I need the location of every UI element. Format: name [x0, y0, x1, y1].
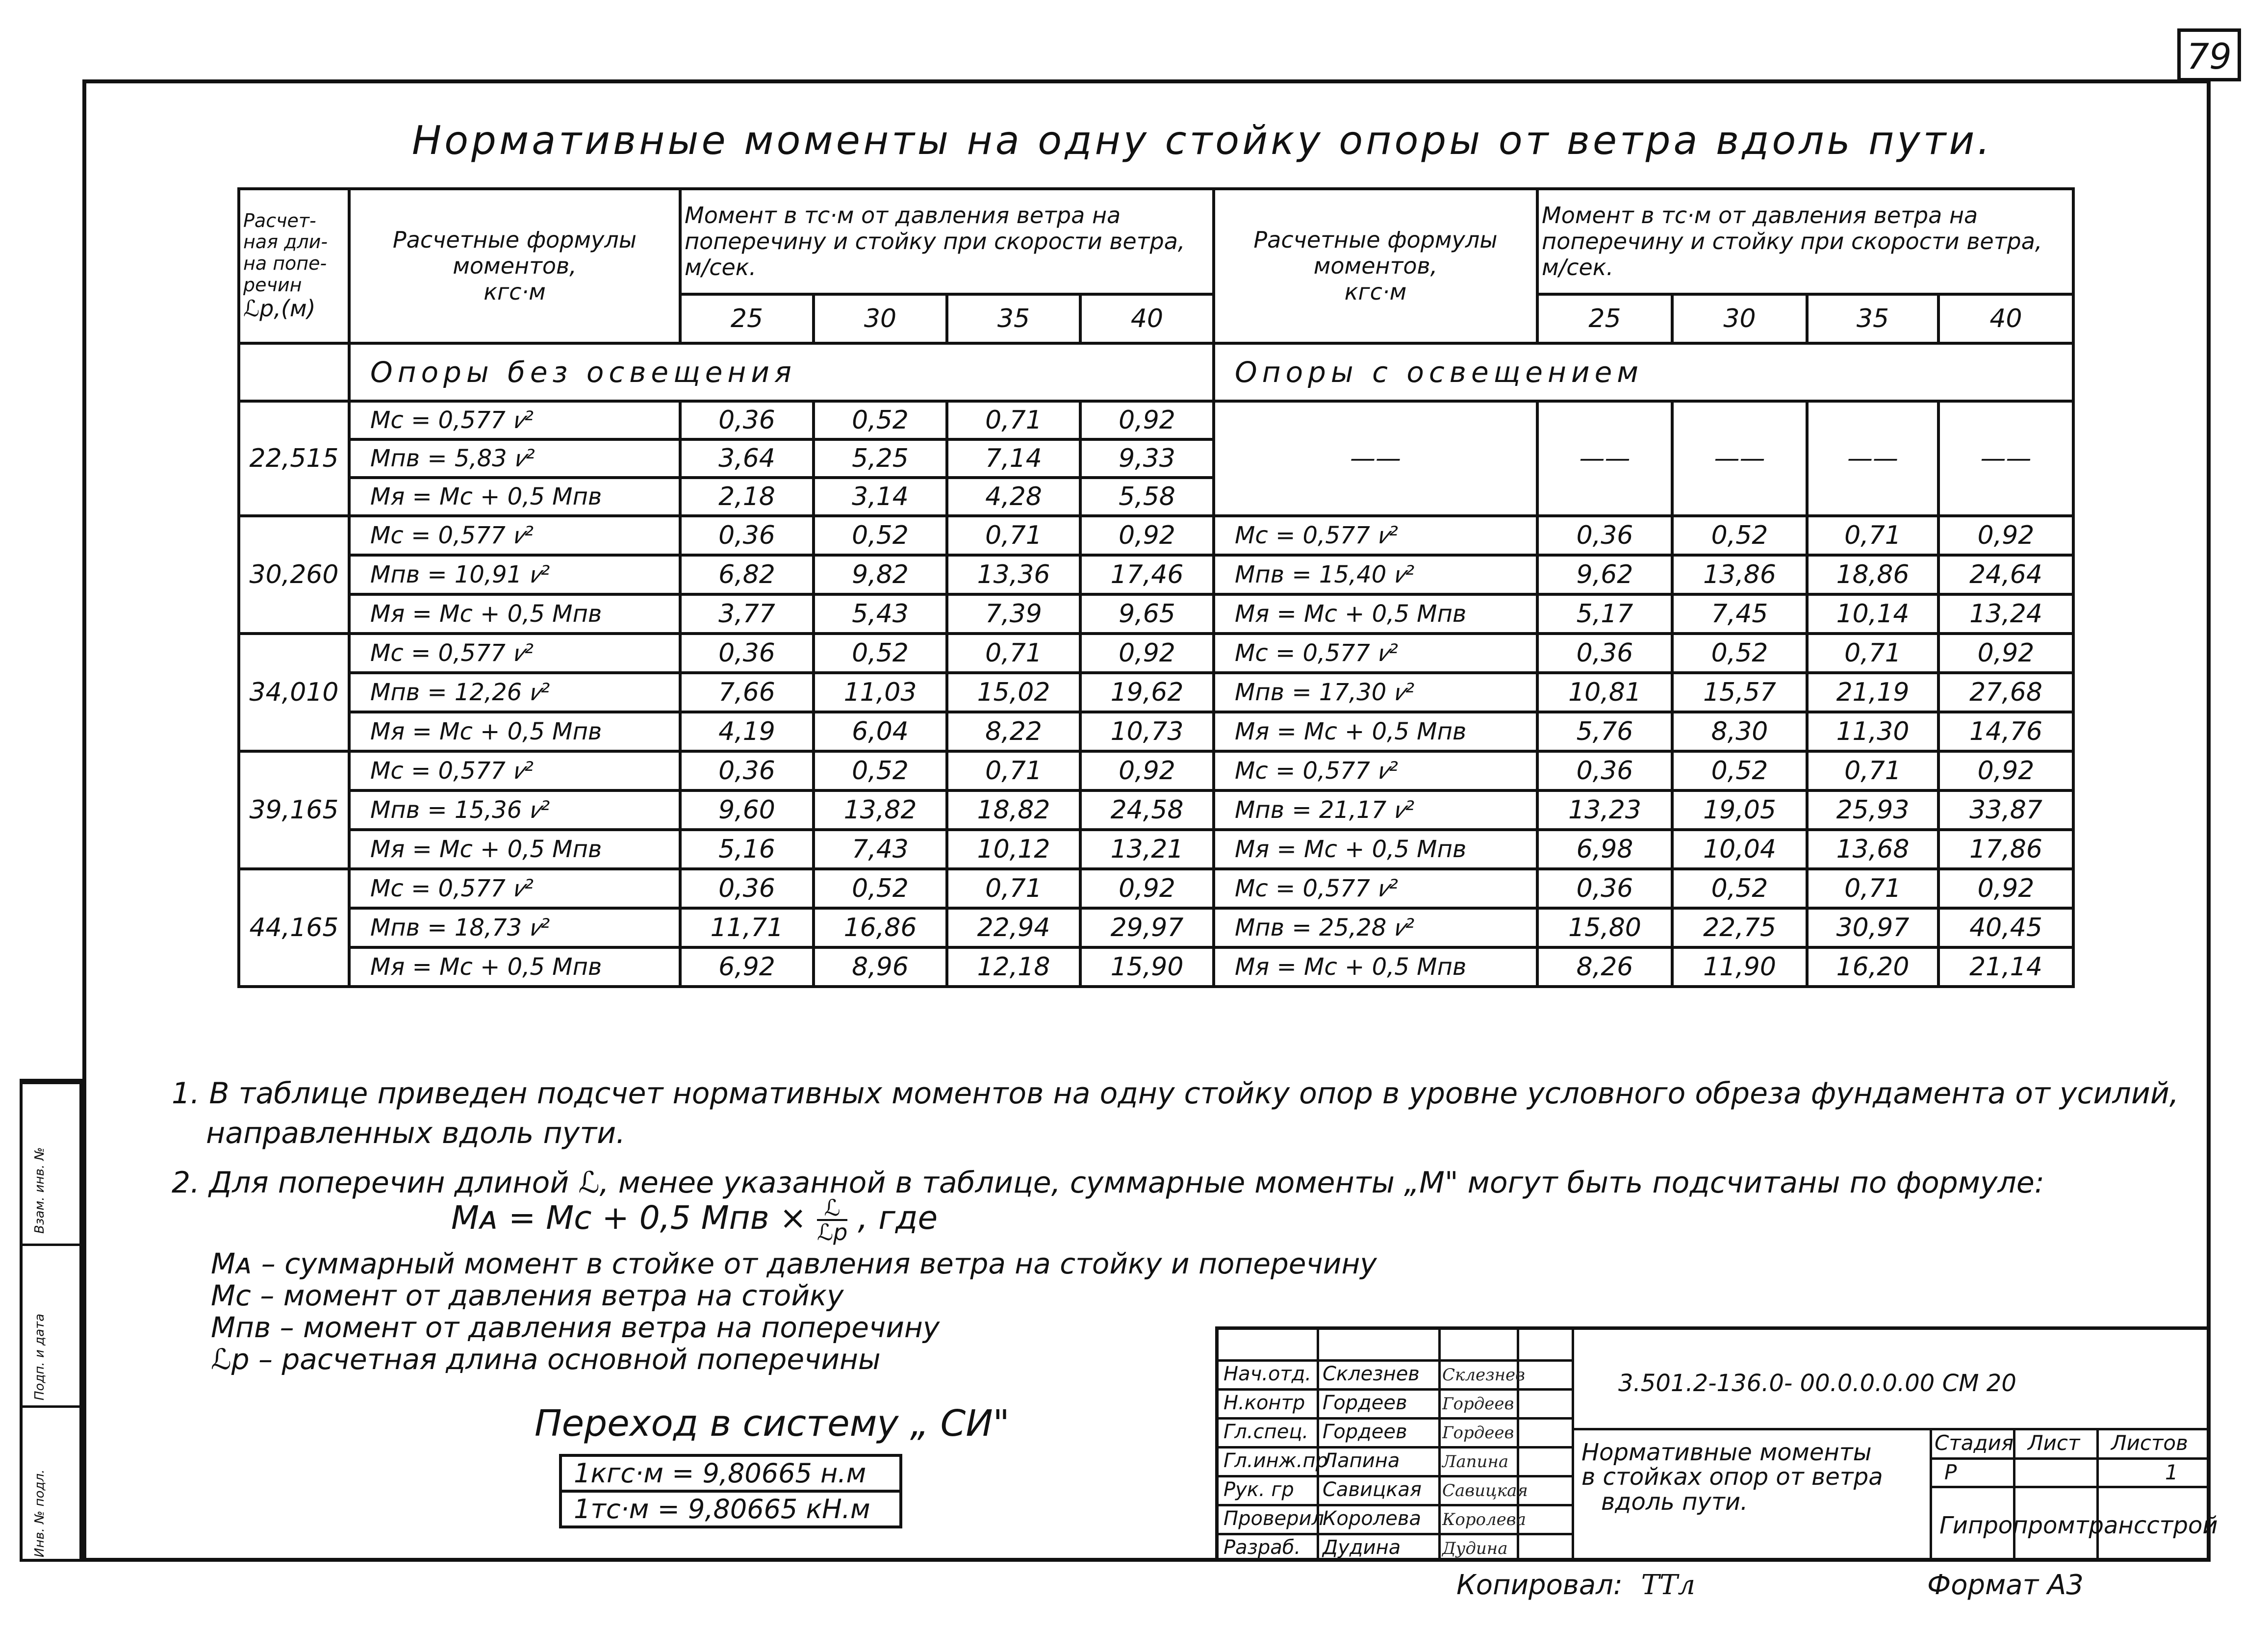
- organization: Гипропромтрансстрой: [1939, 1512, 2218, 1539]
- stamp-role: Разраб.: [1223, 1536, 1301, 1559]
- value-cell: 3,64: [680, 439, 814, 478]
- formula-cell: Мс = 0,577 𝑣²: [349, 401, 680, 439]
- value-cell: 22,75: [1672, 908, 1807, 947]
- speed-header: 40: [1080, 294, 1214, 343]
- value-cell: 0,92: [1938, 516, 2073, 555]
- formula-cell: Мпв = 12,26 𝑣²: [349, 673, 680, 712]
- value-cell: 0,71: [1807, 516, 1938, 555]
- speed-header: 30: [814, 294, 947, 343]
- description-line: Нормативные моменты: [1581, 1439, 1872, 1466]
- formula-den: ℒр: [816, 1219, 848, 1246]
- formula-cell: Мс = 0,577 𝑣²: [1214, 751, 1537, 790]
- formula-fraction: [817, 1196, 847, 1244]
- formula-cell: Мпв = 18,73 𝑣²: [349, 908, 680, 947]
- copied-label: Копировал:: [1456, 1569, 1623, 1601]
- header-units-label: кгс·м: [484, 278, 546, 305]
- value-cell: 11,03: [814, 673, 947, 712]
- side-strip-label: Взам. инв. №: [32, 1147, 47, 1234]
- stage-header: Стадия: [1935, 1431, 2014, 1455]
- value-cell: 0,92: [1938, 869, 2073, 908]
- value-cell: 0,52: [1672, 516, 1807, 555]
- stamp-signature: Дудина: [1442, 1539, 1508, 1558]
- value-cell: 0,71: [947, 751, 1080, 790]
- section-no-lighting: Опоры без освещения: [349, 343, 1214, 401]
- value-cell: 12,18: [947, 947, 1080, 987]
- value-cell: 19,62: [1080, 673, 1214, 712]
- formula-cell: Мпв = 15,36 𝑣²: [349, 790, 680, 830]
- value-cell: 25,93: [1807, 790, 1938, 830]
- value-cell: 0,36: [680, 516, 814, 555]
- side-strip-label: Инв. № подл.: [32, 1469, 47, 1557]
- side-strip-label: Подп. и дата: [32, 1313, 47, 1400]
- formula-cell-empty: ——: [1214, 401, 1537, 516]
- header-length: [239, 189, 349, 343]
- note-1-cont: направленных вдоль пути.: [206, 1116, 626, 1150]
- value-cell: 0,52: [1672, 869, 1807, 908]
- formula-cell: Мс = 0,577 𝑣²: [349, 516, 680, 555]
- notes: [172, 1074, 2179, 1203]
- value-cell-empty: ——: [1807, 401, 1938, 516]
- value-cell: 17,86: [1938, 830, 2073, 869]
- value-cell: 7,14: [947, 439, 1080, 478]
- value-cell: 6,92: [680, 947, 814, 987]
- value-cell: 6,82: [680, 555, 814, 594]
- stamp-signature: Гордеев: [1442, 1394, 1514, 1414]
- value-cell: 7,66: [680, 673, 814, 712]
- header-units-label: кгс·м: [1344, 278, 1407, 305]
- legend: [211, 1248, 1377, 1375]
- value-cell: 10,12: [947, 830, 1080, 869]
- header-length-symbol: ℒр,(м): [243, 295, 316, 322]
- value-cell: 0,36: [680, 401, 814, 439]
- value-cell: 22,94: [947, 908, 1080, 947]
- value-cell: 5,17: [1537, 594, 1672, 634]
- value-cell: 0,92: [1938, 634, 2073, 673]
- value-cell: 24,58: [1080, 790, 1214, 830]
- value-cell: 18,82: [947, 790, 1080, 830]
- stamp-name: Гордеев: [1323, 1392, 1407, 1414]
- copied-signature: ТТл: [1641, 1569, 1695, 1601]
- value-cell: 9,33: [1080, 439, 1214, 478]
- value-cell: 0,71: [1807, 869, 1938, 908]
- value-cell: 5,58: [1080, 478, 1214, 516]
- header-formulas-left: [349, 189, 680, 343]
- speed-header: 25: [1537, 294, 1672, 343]
- value-cell: 13,24: [1938, 594, 2073, 634]
- description-line: в стойках опор от ветра: [1581, 1463, 1883, 1491]
- value-cell: 13,21: [1080, 830, 1214, 869]
- formula-cell: Мя = Мс + 0,5 Мпв: [1214, 830, 1537, 869]
- value-cell: 0,52: [814, 401, 947, 439]
- stamp-role: Гл.инж.пр: [1223, 1449, 1328, 1472]
- value-cell: 0,71: [1807, 634, 1938, 673]
- page-title: Нормативные моменты на одну стойку опоры от ветра вдоль пути.: [412, 118, 1993, 163]
- formula-cell: Мс = 0,577 𝑣²: [349, 634, 680, 673]
- value-cell: 7,43: [814, 830, 947, 869]
- value-cell: 10,14: [1807, 594, 1938, 634]
- value-cell: 3,14: [814, 478, 947, 516]
- stamp-name: Лапина: [1323, 1449, 1400, 1472]
- header-formulas-right: [1214, 189, 1537, 343]
- value-cell: 0,92: [1080, 401, 1214, 439]
- value-cell: 9,62: [1537, 555, 1672, 594]
- formula-cell: Мя = Мс + 0,5 Мпв: [349, 947, 680, 987]
- value-cell: 5,43: [814, 594, 947, 634]
- value-cell: 0,36: [680, 634, 814, 673]
- value-cell: 0,52: [814, 869, 947, 908]
- legend-item: ℒр – расчетная длина основной поперечины: [211, 1342, 881, 1376]
- value-cell: 0,36: [680, 869, 814, 908]
- stamp-role: Н.контр: [1223, 1392, 1305, 1414]
- value-cell: 0,36: [1537, 516, 1672, 555]
- value-cell: 10,81: [1537, 673, 1672, 712]
- si-table: [559, 1454, 902, 1528]
- formula-cell: Мс = 0,577 𝑣²: [349, 869, 680, 908]
- formula-tail: , где: [858, 1199, 938, 1237]
- header-formulas-label: Расчетные формулы моментов,: [392, 227, 637, 280]
- formula-lhs: Мᴀ = Мс + 0,5 Мпв ×: [451, 1199, 807, 1237]
- formula-cell: Мс = 0,577 𝑣²: [349, 751, 680, 790]
- stamp-signature: Савицкая: [1442, 1481, 1528, 1500]
- value-cell: 11,30: [1807, 712, 1938, 751]
- formula-cell: Мс = 0,577 𝑣²: [1214, 869, 1537, 908]
- value-cell: 7,45: [1672, 594, 1807, 634]
- value-cell: 11,71: [680, 908, 814, 947]
- value-cell: 13,23: [1537, 790, 1672, 830]
- formula-cell: Мпв = 5,83 𝑣²: [349, 439, 680, 478]
- formula-cell: Мпв = 21,17 𝑣²: [1214, 790, 1537, 830]
- value-cell: 9,65: [1080, 594, 1214, 634]
- value-cell: 0,52: [814, 516, 947, 555]
- value-cell-empty: ——: [1938, 401, 2073, 516]
- length-cell: 34,010: [239, 634, 349, 751]
- value-cell: 0,52: [814, 634, 947, 673]
- value-cell: 15,90: [1080, 947, 1214, 987]
- formula-cell: Мс = 0,577 𝑣²: [1214, 634, 1537, 673]
- formula-cell: Мпв = 10,91 𝑣²: [349, 555, 680, 594]
- legend-item: Мс – момент от давления ветра на стойку: [211, 1278, 844, 1312]
- value-cell: 13,82: [814, 790, 947, 830]
- value-cell: 0,71: [947, 401, 1080, 439]
- value-cell: 0,52: [1672, 634, 1807, 673]
- formula-cell: Мя = Мс + 0,5 Мпв: [349, 712, 680, 751]
- value-cell: 30,97: [1807, 908, 1938, 947]
- header-moment-right: Момент в тс·м от давления ветра на поперечину и стойку при скорости ветра, м/сек.: [1537, 189, 2073, 294]
- stamp-name: Гордеев: [1323, 1421, 1407, 1443]
- speed-header: 25: [680, 294, 814, 343]
- stage-value: Р: [1944, 1460, 1957, 1484]
- sheet-header: Лист: [2028, 1431, 2080, 1455]
- length-cell: 44,165: [239, 869, 349, 987]
- formula-cell: Мпв = 25,28 𝑣²: [1214, 908, 1537, 947]
- value-cell: 24,64: [1938, 555, 2073, 594]
- value-cell: 0,71: [947, 634, 1080, 673]
- stamp-name: Склезнев: [1323, 1363, 1420, 1385]
- title-block: [1215, 1326, 2218, 1562]
- value-cell: 33,87: [1938, 790, 2073, 830]
- length-cell: 39,165: [239, 751, 349, 869]
- value-cell-empty: ——: [1537, 401, 1672, 516]
- stamp-role: Рук. гр: [1223, 1478, 1294, 1501]
- note-1: 1. В таблице приведен подсчет нормативных моментов на одну стойку опор в уровне условного обреза фундамента от усилий,: [172, 1076, 2179, 1111]
- stamp-name: Дудина: [1323, 1536, 1401, 1559]
- value-cell: 15,57: [1672, 673, 1807, 712]
- speed-header: 35: [1807, 294, 1938, 343]
- value-cell-empty: ——: [1672, 401, 1807, 516]
- header-moment-left: Момент в тс·м от давления ветра на поперечину и стойку при скорости ветра, м/сек.: [680, 189, 1214, 294]
- stamp-signature: Лапина: [1442, 1452, 1509, 1472]
- value-cell: 3,77: [680, 594, 814, 634]
- value-cell: 21,14: [1938, 947, 2073, 987]
- formula-cell: Мя = Мс + 0,5 Мпв: [349, 594, 680, 634]
- value-cell: 9,82: [814, 555, 947, 594]
- value-cell: 13,86: [1672, 555, 1807, 594]
- value-cell: 10,73: [1080, 712, 1214, 751]
- value-cell: 6,04: [814, 712, 947, 751]
- value-cell: 0,52: [814, 751, 947, 790]
- formula-cell: Мс = 0,577 𝑣²: [1214, 516, 1537, 555]
- sheets-header: Листов: [2111, 1431, 2188, 1455]
- value-cell: 16,20: [1807, 947, 1938, 987]
- speed-header: 30: [1672, 294, 1807, 343]
- formula-num: ℒ: [817, 1196, 847, 1221]
- header-length-label: Расчет-ная дли-на попе-речин: [243, 209, 328, 296]
- description-line: вдоль пути.: [1601, 1488, 1748, 1516]
- value-cell: 0,36: [1537, 869, 1672, 908]
- format-label: Формат А3: [1927, 1569, 2084, 1601]
- stamp-signature: Гордеев: [1442, 1423, 1514, 1443]
- value-cell: 5,76: [1537, 712, 1672, 751]
- value-cell: 0,92: [1080, 751, 1214, 790]
- moments-table: [237, 187, 2075, 988]
- value-cell: 5,25: [814, 439, 947, 478]
- value-cell: 10,04: [1672, 830, 1807, 869]
- value-cell: 0,92: [1938, 751, 2073, 790]
- value-cell: 21,19: [1807, 673, 1938, 712]
- value-cell: 19,05: [1672, 790, 1807, 830]
- value-cell: 17,46: [1080, 555, 1214, 594]
- stamp-role: Гл.спец.: [1223, 1421, 1309, 1443]
- page-number: 79: [2177, 28, 2241, 81]
- value-cell: 29,97: [1080, 908, 1214, 947]
- section-spacer: [239, 343, 349, 401]
- value-cell: 13,36: [947, 555, 1080, 594]
- note-2: 2. Для поперечин длиной ℒ, менее указанной в таблице, суммарные моменты „М" могут быть подсчитаны по формуле:: [172, 1166, 2044, 1200]
- value-cell: 7,39: [947, 594, 1080, 634]
- value-cell: 8,22: [947, 712, 1080, 751]
- value-cell: 4,19: [680, 712, 814, 751]
- value-cell: 0,92: [1080, 516, 1214, 555]
- value-cell: 16,86: [814, 908, 947, 947]
- header-formulas-label: Расчетные формулы моментов,: [1253, 227, 1498, 280]
- formula-cell: Мпв = 17,30 𝑣²: [1214, 673, 1537, 712]
- formula-cell: Мя = Мс + 0,5 Мпв: [349, 478, 680, 516]
- value-cell: 4,28: [947, 478, 1080, 516]
- value-cell: 0,71: [1807, 751, 1938, 790]
- value-cell: 8,26: [1537, 947, 1672, 987]
- formula-cell: Мя = Мс + 0,5 Мпв: [349, 830, 680, 869]
- value-cell: 15,80: [1537, 908, 1672, 947]
- value-cell: 18,86: [1807, 555, 1938, 594]
- stamp-name: Королева: [1323, 1507, 1421, 1530]
- si-title: Переход в систему „ СИ": [535, 1402, 1010, 1445]
- value-cell: 5,16: [680, 830, 814, 869]
- section-with-lighting: Опоры с освещением: [1214, 343, 2073, 401]
- stamp-signature: Склезнев: [1442, 1365, 1525, 1385]
- stamp-signature: Королева: [1442, 1510, 1526, 1529]
- length-cell: 30,260: [239, 516, 349, 634]
- length-cell: 22,515: [239, 401, 349, 516]
- value-cell: 6,98: [1537, 830, 1672, 869]
- sheets-value: 1: [2165, 1460, 2178, 1484]
- copied-by: [1456, 1569, 1695, 1601]
- value-cell: 0,92: [1080, 869, 1214, 908]
- formula-cell: Мя = Мс + 0,5 Мпв: [1214, 947, 1537, 987]
- value-cell: 2,18: [680, 478, 814, 516]
- value-cell: 8,96: [814, 947, 947, 987]
- value-cell: 14,76: [1938, 712, 2073, 751]
- value-cell: 27,68: [1938, 673, 2073, 712]
- value-cell: 13,68: [1807, 830, 1938, 869]
- stamp-role: Нач.отд.: [1223, 1363, 1312, 1385]
- value-cell: 0,71: [947, 516, 1080, 555]
- value-cell: 0,71: [947, 869, 1080, 908]
- side-strip: [20, 1079, 82, 1562]
- drawing-code: 3.501.2-136.0- 00.0.0.0.00 СМ 20: [1618, 1370, 2016, 1397]
- value-cell: 0,36: [1537, 634, 1672, 673]
- si-row: 1кгс·м = 9,80665 н.м: [561, 1455, 901, 1491]
- speed-header: 35: [947, 294, 1080, 343]
- value-cell: 0,52: [1672, 751, 1807, 790]
- value-cell: 0,36: [1537, 751, 1672, 790]
- value-cell: 40,45: [1938, 908, 2073, 947]
- value-cell: 0,36: [680, 751, 814, 790]
- formula-cell: Мя = Мс + 0,5 Мпв: [1214, 712, 1537, 751]
- value-cell: 8,30: [1672, 712, 1807, 751]
- value-cell: 0,92: [1080, 634, 1214, 673]
- legend-item: Мпв – момент от давления ветра на поперечину: [211, 1310, 940, 1344]
- stamp-role: Проверил: [1223, 1507, 1325, 1530]
- formula: [451, 1196, 938, 1244]
- si-row: 1тс·м = 9,80665 кН.м: [561, 1491, 901, 1527]
- drawing-description: [1581, 1440, 1883, 1514]
- value-cell: 9,60: [680, 790, 814, 830]
- stamp-name: Савицкая: [1323, 1478, 1422, 1501]
- formula-cell: Мпв = 15,40 𝑣²: [1214, 555, 1537, 594]
- formula-cell: Мя = Мс + 0,5 Мпв: [1214, 594, 1537, 634]
- value-cell: 15,02: [947, 673, 1080, 712]
- legend-item: Мᴀ – суммарный момент в стойке от давления ветра на стойку и поперечину: [211, 1247, 1377, 1280]
- speed-header: 40: [1938, 294, 2073, 343]
- value-cell: 11,90: [1672, 947, 1807, 987]
